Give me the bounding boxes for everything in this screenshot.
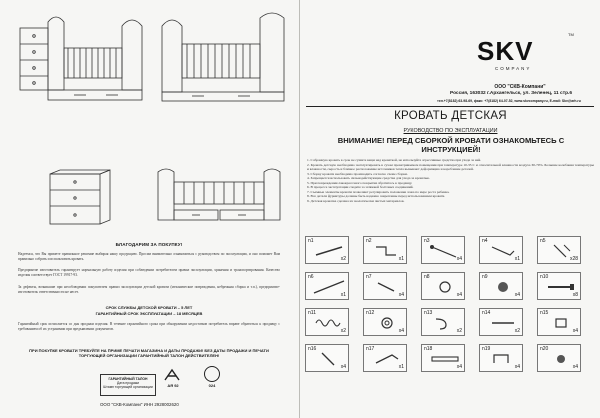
part-quantity: x1 [340,292,346,298]
part-quantity: x4 [456,292,462,298]
chest-of-drawers-illustration [20,168,132,228]
part-n17 [363,344,407,372]
coupon-title: ГАРАНТИЙНЫЙ ТАЛОН [108,377,148,381]
crib-with-drawers-illustration [14,8,149,106]
part-n3 [421,236,465,264]
liability-paragraph: За дефекты, возникшие при несоблюдении покупателем правил эксплуатации детской кровати (механические повреждения, небрежная сборка и т.п.), предприятие-изготовитель ответственности не несет. [18,285,280,294]
service-life: СРОК СЛУЖБЫ ДЕТСКОЙ КРОВАТИ – 5 ЛЕТ [105,305,193,310]
part-quantity: x1 [398,256,404,262]
part-n6 [305,272,349,300]
part-n13 [421,308,465,336]
part-number: n12 [366,310,375,316]
instruction-step: 2. Кровать детскую необходимо эксплуатировать в сухом проветриваемом помещении при температуре 10-35 С и относительной влажности воздуха 30-70%. Большие колебания температуры и влажности, сырость и близкое расположение источников тепла вызывают деформацию и коробление деталей. [307,162,594,172]
instruction-step: 9. Детская кроватка сделана из экологически чистых материалов. [307,198,405,203]
part-number: n14 [482,310,491,316]
cert-code-2: 024 [208,383,216,388]
instruction-step: 1. Собранную кровать в срок не сушите вещи над кроваткой, не используйте агрессивные средства при уходе за ней. [307,158,482,162]
part-number: n16 [308,346,317,352]
part-n12 [363,308,407,336]
part-number: n11 [308,310,316,316]
part-number: n9 [482,274,488,280]
part-n11 [305,308,349,336]
part-quantity: x8 [572,292,578,298]
instruction-list [307,158,594,203]
part-n19 [479,344,523,372]
intro-paragraph: Надеемся, что Вы примете правильное решение выбирая нашу продукцию. Просим внимательно ознакомиться с руководством по эксплуатации, и оно поможет Вам правильно собрать и использовать кровать. [18,252,280,261]
part-quantity: x4 [572,364,578,370]
left-footer: ООО "СКВ-Компани" ИНН 2928002620 [100,402,179,407]
warranty-period: ГАРАНТИЙНЫЙ СРОК ЭКСПЛУАТАЦИИ – 18 МЕСЯЦЕВ [95,311,203,316]
crib-drawer-detail-illustration [148,168,290,228]
part-number: n19 [482,346,491,352]
part-quantity: x2 [340,256,346,262]
page-fold-divider [299,0,300,418]
part-number: n2 [366,238,372,244]
coupon-stamp-line: Штамп торгующей организации [103,385,153,389]
instruction-step: 8. Все детали фурнитуры должны быть надежно закреплены перед использованием кровати. [307,194,446,199]
part-quantity: x2 [340,328,346,334]
part-number: n4 [482,238,488,244]
part-number: n5 [540,238,546,244]
quality-paragraph: Предприятие изготовитель гарантирует нормальную работу изделия при соблюдении потребителем правил эксплуатации, хранения и транспортирования. Качество изделия соответствует ГОСТ 19917-93. [18,268,280,277]
part-quantity: x4 [572,328,578,334]
part-n18 [421,344,465,372]
part-n1 [305,236,349,264]
part-quantity: x4 [456,256,462,262]
part-quantity: x4 [398,292,404,298]
part-number: n10 [540,274,549,280]
part-number: n20 [540,346,549,352]
certification-circle-icon [204,366,220,382]
part-n10 [537,272,581,300]
part-number: n15 [540,310,549,316]
header-rule [306,106,594,107]
part-quantity: x4 [398,328,404,334]
part-n15 [537,308,581,336]
company-contact: тел.+7(8182) 63-98-69, факс: +7(8182) 64-07-52, www.skvcompany.ru, E-mail: Skv@arh.ru [437,99,581,103]
part-number: n8 [424,274,430,280]
part-number: n6 [308,274,314,280]
brand-logo-sub: COMPANY [495,66,532,71]
crib-pendulum-illustration [152,8,292,106]
part-n7 [363,272,407,300]
left-page [0,0,298,418]
eac-mark-icon [163,368,181,382]
trademark-mark: TM [568,32,574,37]
part-number: n18 [424,346,433,352]
instruction-step: 3. Сборку кровати необходимо производить согласно схеме сборки. [307,171,408,176]
instruction-step: 6. В процессе эксплуатации следите за затяжкой болтовых соединений. [307,185,414,190]
part-n20 [537,344,581,372]
part-number: n13 [424,310,433,316]
part-quantity: x1 [514,256,520,262]
part-quantity: x1 [398,364,404,370]
coupon-sale-date: Дата продажи [116,381,139,385]
instruction-step: 4. Запрещается использовать сильнодействующие средства для ухода за кроватью. [307,176,430,181]
company-address: Россия, 163032 г.Архангельск, ул. Зеленец, 11 стр.6 [449,91,573,96]
document-title: КРОВАТЬ ДЕТСКАЯ [394,110,507,122]
part-number: n7 [366,274,372,280]
part-quantity: x4 [456,364,462,370]
part-quantity: x2 [456,328,462,334]
warranty-coupon [100,374,156,396]
part-quantity: x4 [340,364,346,370]
part-number: n1 [308,238,314,244]
part-n5 [537,236,581,264]
purchase-notice: ПРИ ПОКУПКЕ КРОВАТИ ТРЕБУЙТЕ НА ПРИМЕ ПЕЧАТИ МАГАЗИНА И ДАТЫ ПРОДАЖИ! БЕЗ ДАТЫ ПРОДАЖИ И ПЕЧАТИ ТОРГУЮЩЕЙ ОРГАНИЗАЦИИ ГАРАНТИЙНЫЙ ТАЛОН ДЕЙСТВИТЕЛЕН! [29,348,269,358]
cert-code-1: АЯ 92 [167,383,179,388]
instruction-step: 5. При повреждении лакокрасочного покрытия обратитесь к продавцу. [307,180,413,185]
part-n16 [305,344,349,372]
brand-logo: SKV [477,36,534,66]
part-quantity: x28 [569,256,578,262]
thanks-heading: БЛАГОДАРИМ ЗА ПОКУПКУ! [115,242,183,247]
part-quantity: x2 [514,328,520,334]
assembly-warning: ВНИМАНИЕ! ПЕРЕД СБОРКОЙ КРОВАТИ ОЗНАКОМЬТЕСЬ С ИНСТРУКЦИЕЙ! [337,136,565,154]
warranty-paragraph: Гарантийный срок исчисляется со дня продажи изделия. В течение гарантийного срока при обнаружении недостатков потребитель вправе обратиться к продавцу с требованием об их устранении при предъявлении документов. [18,322,280,331]
part-number: n3 [424,238,430,244]
hardware-parts-grid [305,236,595,415]
company-name: ООО "СКВ-Компани" [494,84,546,90]
part-quantity: x4 [514,364,520,370]
part-n14 [479,308,523,336]
part-number: n17 [366,346,375,352]
part-n8 [421,272,465,300]
document-subtitle: РУКОВОДСТВО ПО ЭКСПЛУАТАЦИИ [403,128,498,134]
part-n2 [363,236,407,264]
instruction-step: 7. Съемные элементы кровати позволяют регулировать положение ложа по мере роста ребенка. [307,189,450,194]
part-n9 [479,272,523,300]
part-n4 [479,236,523,264]
part-quantity: x4 [514,292,520,298]
